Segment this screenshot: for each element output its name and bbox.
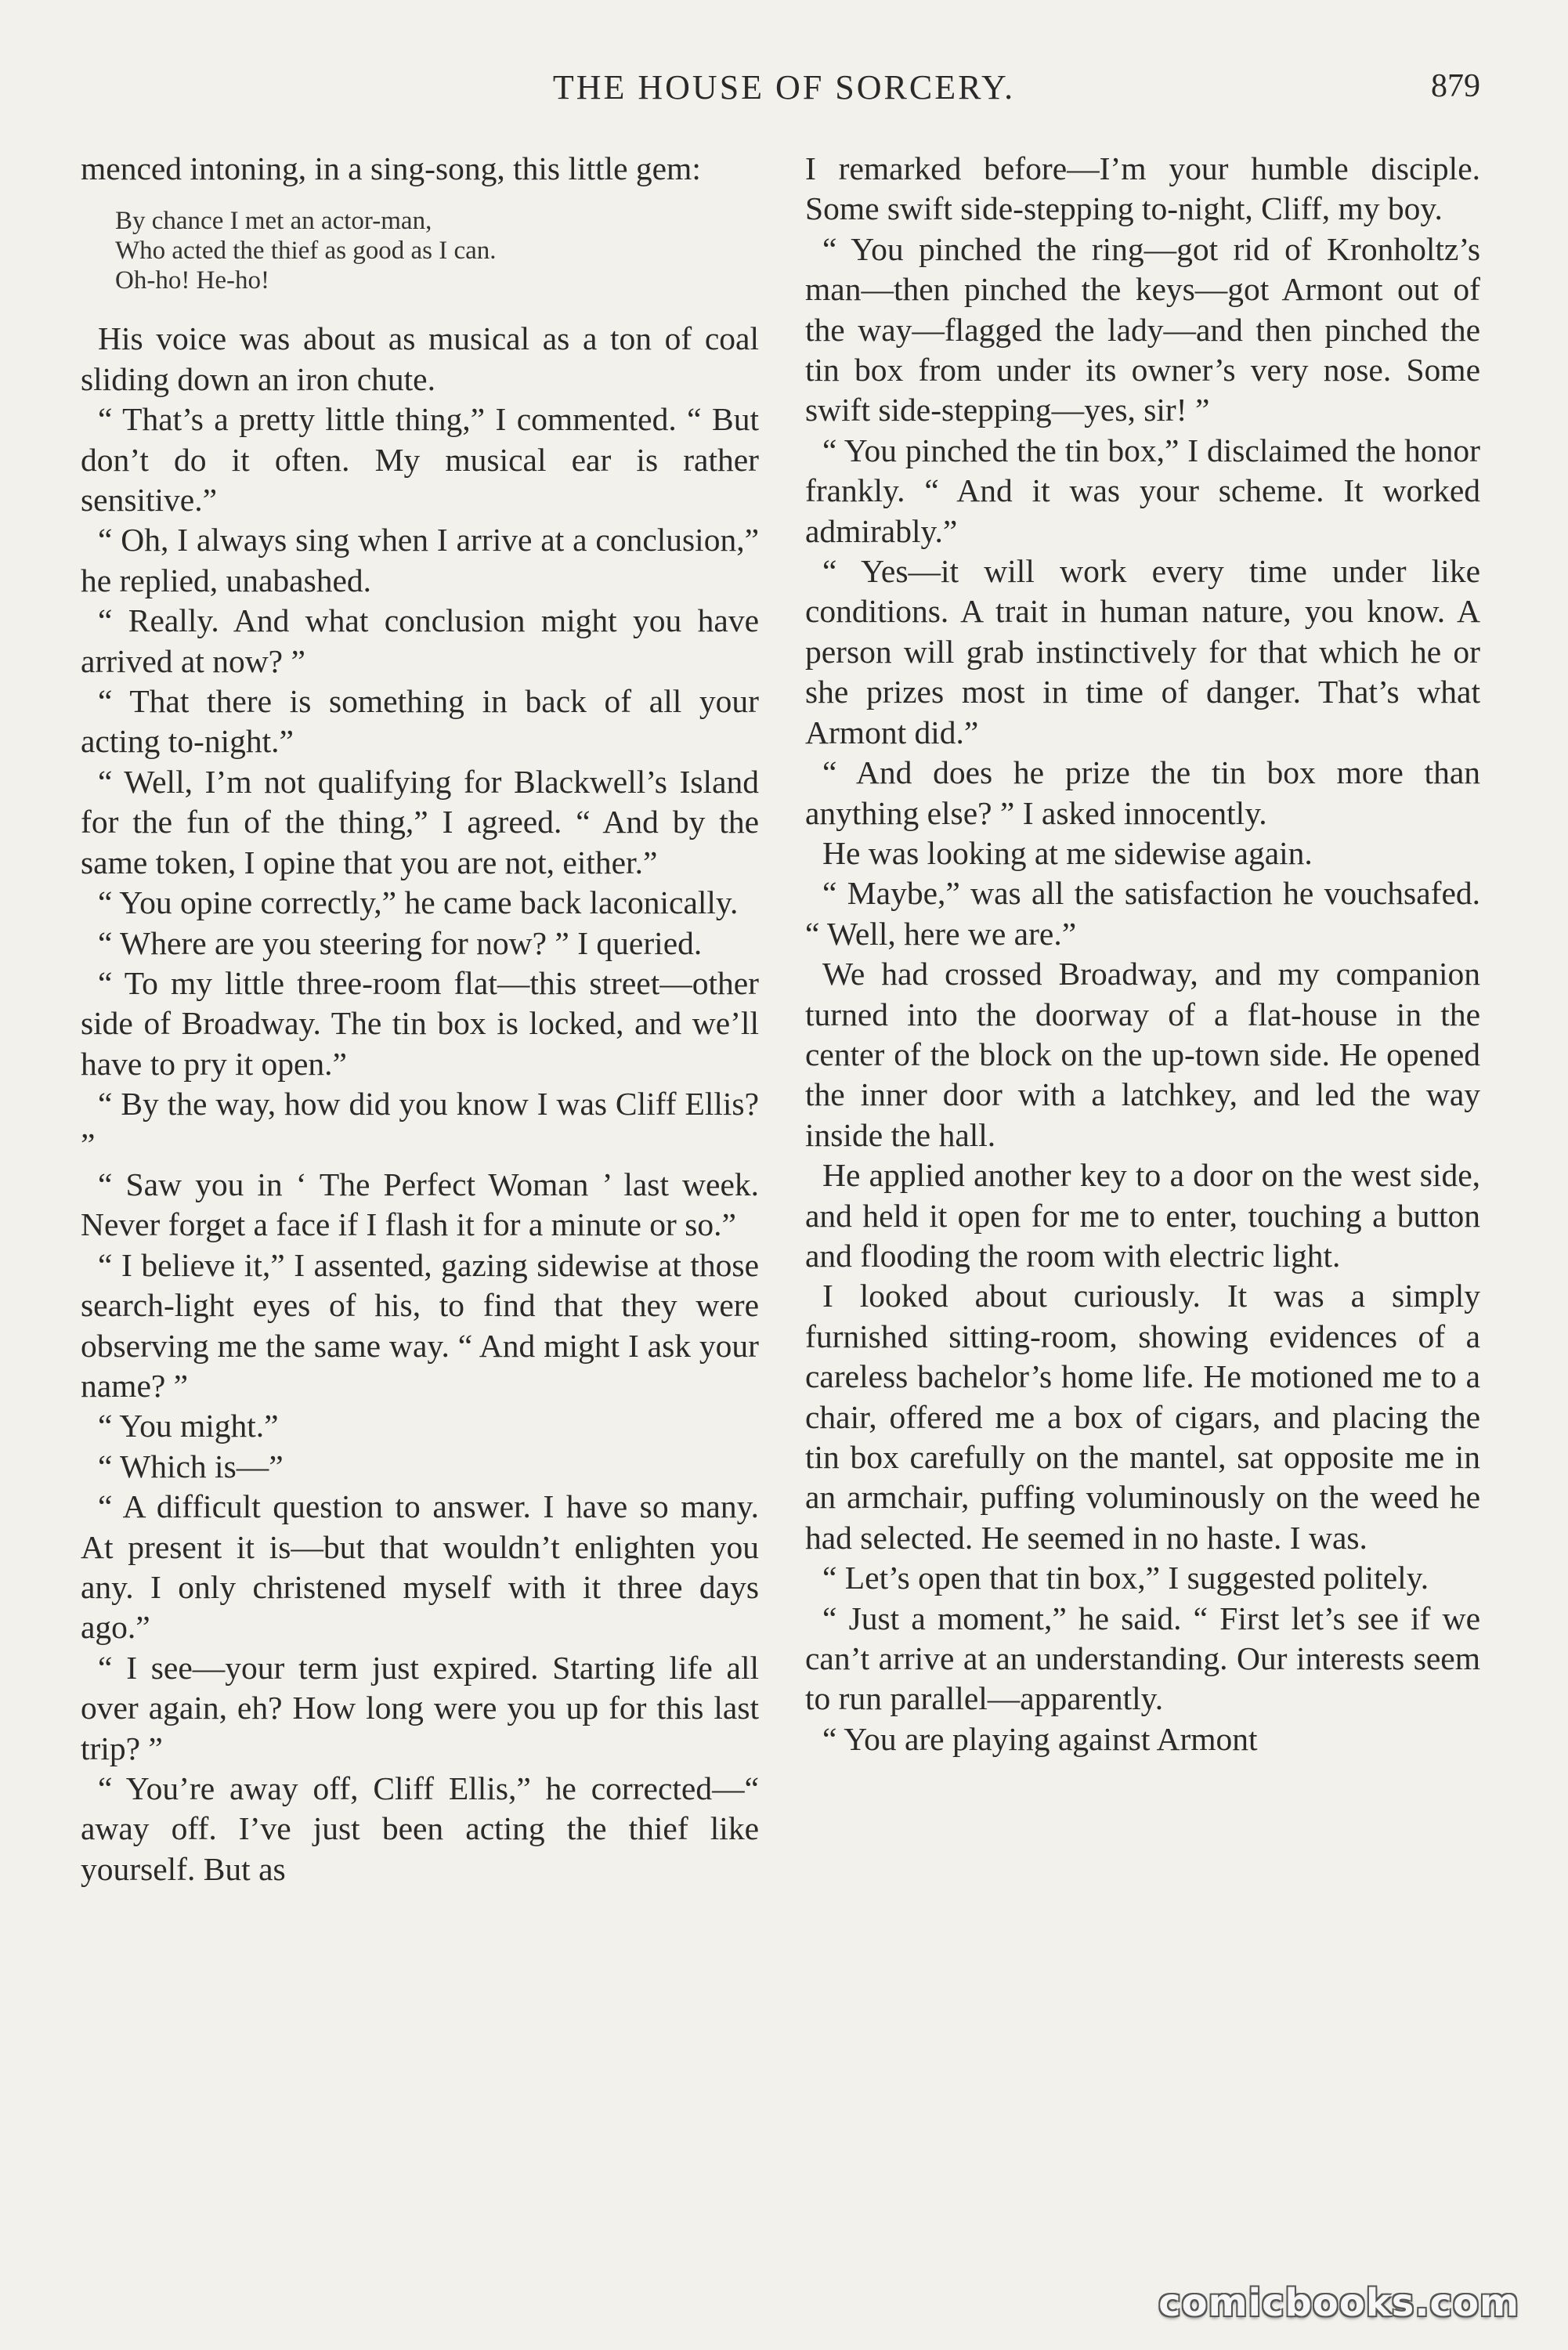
paragraph: “ You’re away off, Cliff Ellis,” he corrected—“ away off. I’ve just been acting the thief like yourself. But as [81,1770,759,1887]
paragraph: “ By the way, how did you know I was Cliff Ellis? ” [81,1086,759,1162]
right-column [805,149,1480,1759]
paragraph: “ To my little three-room flat—this street—other side of Broadway. The tin box is locked, and we’ll have to pry it open.” [81,964,759,1082]
verse-line: Oh-ho! He-ho! [115,266,270,295]
paragraph: We had crossed Broadway, and my companion turned into the doorway of a flat-house in the center of the block on the up-town side. He opened the inner door with a latchkey, and led the way inside the hall. [805,956,1480,1153]
left-column [81,149,759,1889]
paragraph: He applied another key to a door on the west side, and held it open for me to enter, touching a button and flooding the room with electric light. [805,1157,1480,1274]
paragraph: “ Really. And what conclusion might you have arrived at now? ” [81,602,759,679]
paragraph: I looked about curiously. It was a simply furnished sitting-room, showing evidences of a careless bachelor’s home life. He motioned me to a chair, offered me a box of cigars, and placing the tin box carefully on the mantel, sat opposite me in an armchair, puffing voluminously on the weed he had selected. He seemed in no haste. I was. [805,1278,1480,1556]
paragraph: “ You pinched the tin box,” I disclaimed the honor frankly. “ And it was your scheme. It worked admirably.” [805,432,1480,549]
paragraph: “ I believe it,” I assented, gazing sidewise at those search-light eyes of his, to find that they were observing me the same way. “ And might I ask your name? ” [81,1246,759,1404]
paragraph: “ That’s a pretty little thing,” I commented. “ But don’t do it often. My musical ear is rather sensitive.” [81,401,759,519]
paragraph: “ Saw you in ‘ The Perfect Woman ’ last week. Never forget a face if I flash it for a minute or so.” [81,1166,759,1243]
paragraph: I remarked before—I’m your humble disciple. Some swift side-stepping to-night, Cliff, my boy. [805,150,1480,227]
paragraph: “ And does he prize the tin box more than anything else? ” I asked innocently. [805,754,1480,831]
paragraph: “ A difficult question to answer. I have so many. At present it is—but that wouldn’t enlighten you any. I only christened myself with it three days ago.” [81,1488,759,1646]
paragraph: “ You pinched the ring—got rid of Kronholtz’s man—then pinched the keys—got Armont out of the way—flagged the lady—and then pinched the tin box from under its owner’s very nose. Some swift side-stepping—yes, sir! ” [805,230,1480,428]
paragraph: menced intoning, in a sing-song, this little gem: [81,150,701,186]
verse [115,206,759,295]
paragraph: “ Just a moment,” he said. “ First let’s see if we can’t arrive at an understanding. Our interests seem to run parallel—apparently. [805,1600,1480,1717]
paragraph: “ Let’s open that tin box,” I suggested politely. [822,1560,1429,1596]
verse-line: By chance I met an actor-man, [115,207,432,236]
paragraph: “ You opine correctly,” he came back laconically. [98,884,739,921]
verse-line: Who acted the thief as good as I can. [115,237,497,266]
paragraph: “ Maybe,” was all the satisfaction he vouchsafed. “ Well, here we are.” [805,875,1480,952]
page-header [0,61,1568,116]
watermark-logo: comicbooks.com [1158,2281,1519,2325]
page-number: 879 [1431,68,1480,104]
paragraph: He was looking at me sidewise again. [822,834,1313,871]
paragraph: “ You are playing against Armont [822,1720,1258,1757]
paragraph: “ Where are you steering for now? ” I queried. [98,924,703,961]
paragraph: “ That there is something in back of all your acting to-night.” [81,683,759,760]
paragraph: His voice was about as musical as a ton of coal sliding down an iron chute. [81,320,759,397]
paragraph: “ I see—your term just expired. Starting life all over again, eh? How long were you up for this last trip? ” [81,1649,759,1766]
paragraph: “ Yes—it will work every time under like conditions. A trait in human nature, you know. A person will grab instinctively for that which he or she prizes most in time of danger. That’s what Armont did.” [805,553,1480,750]
running-title: THE HOUSE OF SORCERY. [552,68,1016,107]
paragraph: “ You might.” [98,1408,279,1444]
paragraph: “ Oh, I always sing when I arrive at a conclusion,” he replied, unabashed. [81,522,759,598]
paragraph: “ Which is—” [98,1448,284,1484]
paragraph: “ Well, I’m not qualifying for Blackwell’s Island for the fun of the thing,” I agreed. “ And by the same token, I opine that you are not, either.” [81,763,759,880]
